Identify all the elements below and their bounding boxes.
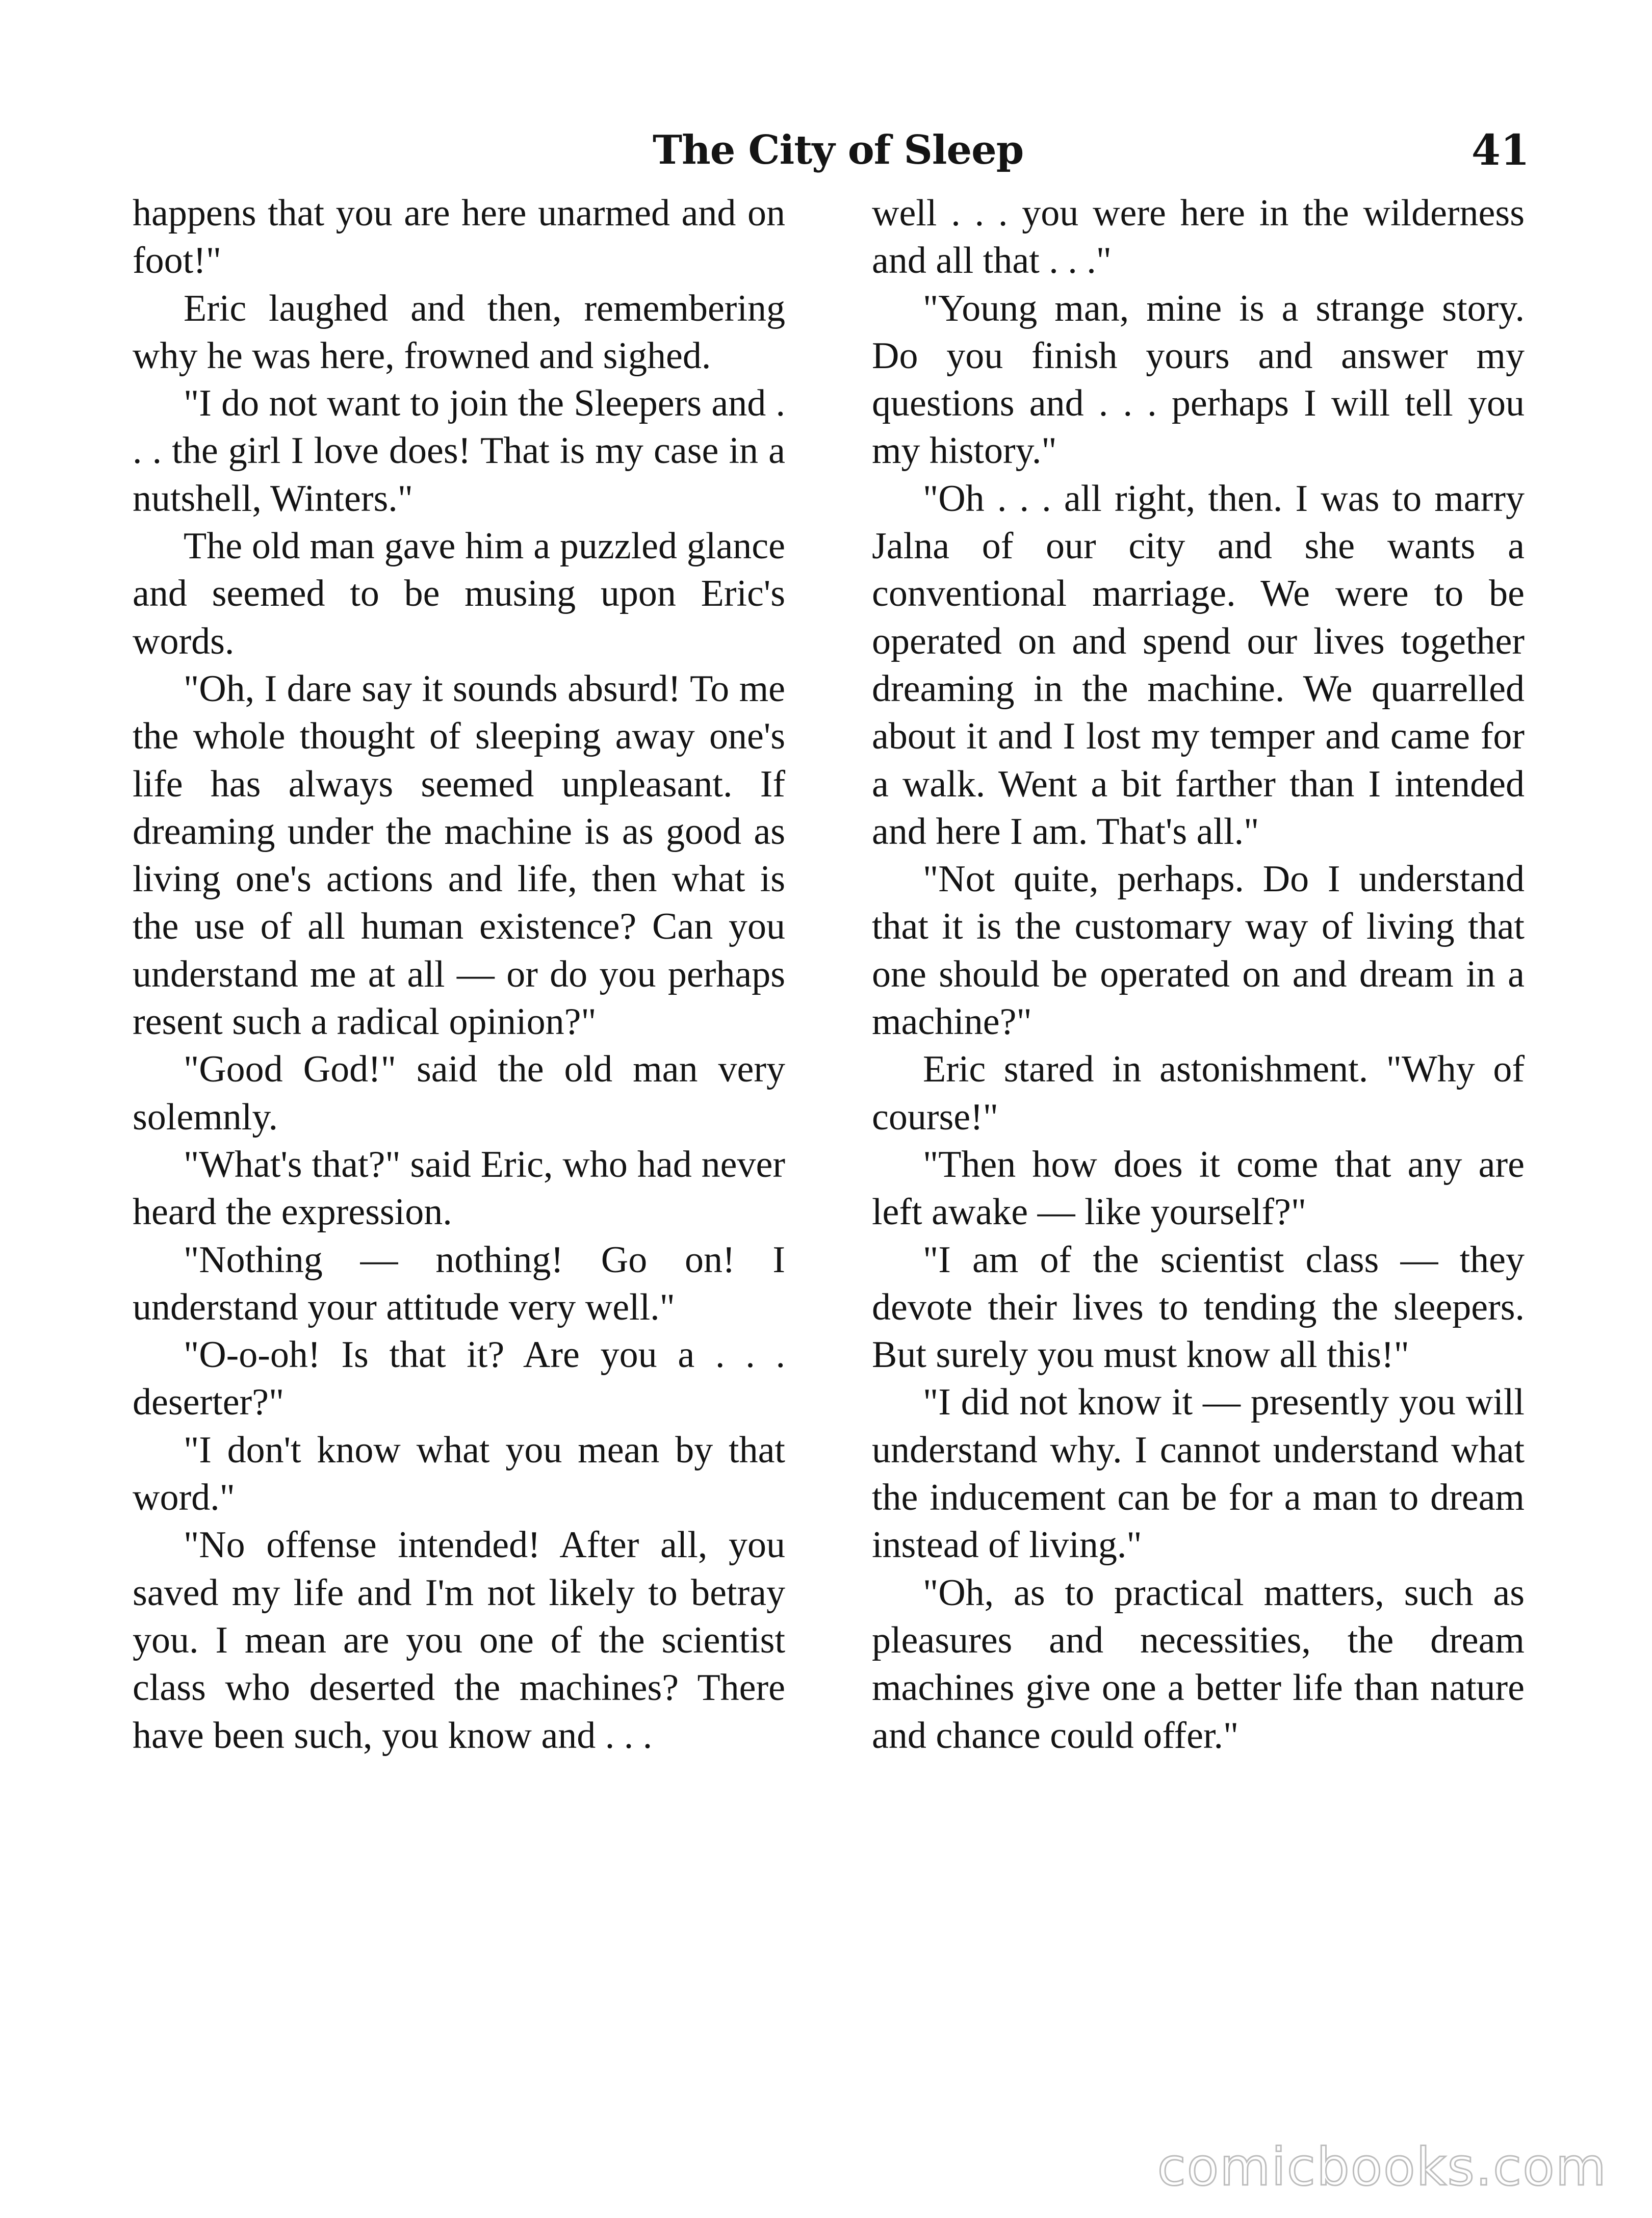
paragraph: "Nothing — nothing! Go on! I understand your attitude very well." [133, 1239, 785, 1328]
site-watermark: comicbooks.com [1157, 2137, 1607, 2198]
paragraph: "Oh, I dare say it sounds absurd! To me the whole thought of sleeping away one's life has always seemed unpleasant. If dreaming under the machine is as good as living one's actions and life, then what is the use of all human existence? Can you understand me at all — or do you perhaps resent such a radical opinion?" [133, 667, 785, 1043]
paragraph: "I don't know what you mean by that word." [133, 1429, 785, 1519]
paragraph: "Good God!" said the old man very solemnly. [133, 1048, 785, 1138]
paragraph: Eric stared in astonishment. "Why of course!" [872, 1048, 1525, 1138]
paragraph: happens that you are here unarmed and on foot!" [133, 192, 785, 282]
paragraph: "I am of the scientist class — they devote their lives to tending the sleepers. But surely you must know all this!" [872, 1239, 1525, 1376]
paragraph: "Then how does it come that any are left awake — like yourself?" [872, 1143, 1525, 1233]
paragraph: "O-o-oh! Is that it? Are you a . . . deserter?" [133, 1334, 785, 1424]
paragraph: Eric laughed and then, remembering why he was here, frowned and sighed. [133, 287, 785, 377]
paragraph: The old man gave him a puzzled glance and seemed to be musing upon Eric's words. [133, 525, 785, 662]
paragraph: "Oh, as to practical matters, such as pleasures and necessities, the dream machines give one a better life than nature and chance could offer." [872, 1571, 1525, 1757]
left-text-column [133, 190, 785, 1760]
page-header [133, 122, 1530, 178]
paragraph: "Young man, mine is a strange story. Do you finish yours and answer my questions and . . . perhaps I will tell you my history." [872, 287, 1525, 472]
paragraph: "What's that?" said Eric, who had never heard the expression. [133, 1143, 785, 1233]
paragraph: "Oh . . . all right, then. I was to marry Jalna of our city and she wants a conventional marriage. We were to be operated on and spend our lives together dreaming in the machine. We quarrelled about it and I lost my temper and came for a walk. Went a bit farther than I intended and here I am. That's all." [872, 477, 1525, 853]
paragraph: "Not quite, perhaps. Do I understand that it is the customary way of living that one should be operated on and dream in a machine?" [872, 858, 1525, 1043]
paragraph: "No offense intended! After all, you saved my life and I'm not likely to betray you. I mean are you one of the scientist class who deserted the machines? There have been such, you know and . . . [133, 1524, 785, 1757]
paragraph: well . . . you were here in the wilderness and all that . . ." [872, 192, 1525, 282]
paragraph: "I did not know it — presently you will understand why. I cannot understand what the inducement can be for a man to dream instead of living." [872, 1381, 1525, 1566]
running-title: The City of Sleep [653, 127, 1024, 173]
paragraph: "I do not want to join the Sleepers and . . . the girl I love does! That is my case in a nutshell, Winters." [133, 382, 785, 520]
right-text-column [872, 190, 1525, 1760]
page-number: 41 [1471, 126, 1530, 175]
